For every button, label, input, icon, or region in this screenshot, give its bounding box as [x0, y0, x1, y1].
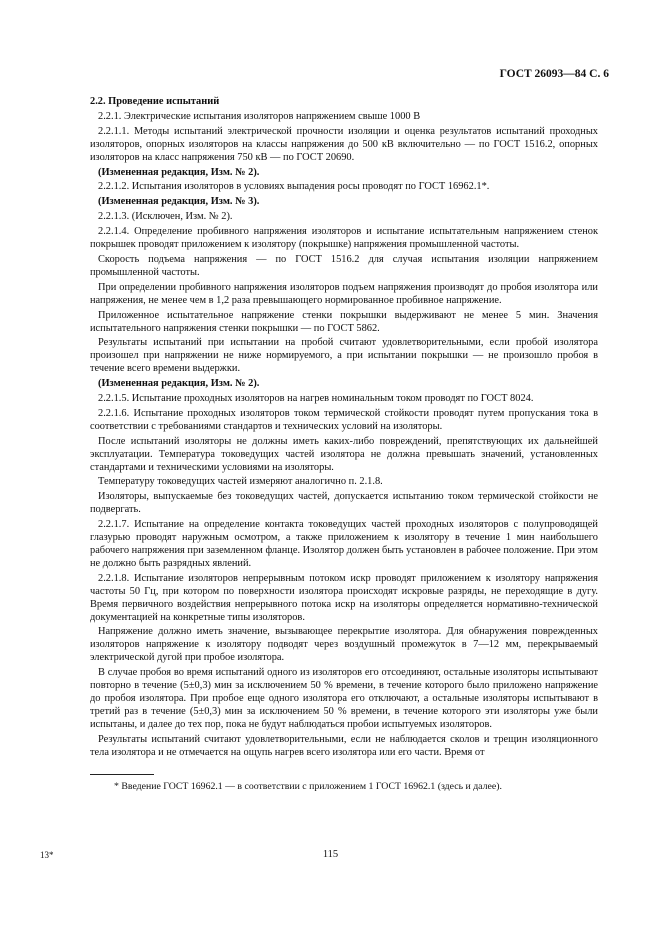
paragraph: 2.2.1. Электрические испытания изоляторов напряжением свыше 1000 В [98, 110, 421, 122]
paragraph: 2.2.1.8. Испытание изоляторов непрерывным потоком искр проводят приложением к изолятору напряжения частоты 50 Гц, при котором по поверхности изолятора происходят искровые разряды, не переходящие в дугу. Время первичного воздействия непрерывного потока искр на изоляторы определяется нормативно-технической документацией на конкретные типы изоляторов. [90, 572, 598, 623]
paragraph: 2.2.1.4. Определение пробивного напряжения изоляторов и испытание испытательным напряжением стенок покрышек проводят приложением к изолятору (покрышке) напряжения промышленной частоты. [90, 226, 598, 251]
paragraph: 2.2.1.6. Испытание проходных изоляторов током термической стойкости проводят путем пропускания тока в соответствии с требованиями стандартов и технических условий на изоляторы. [90, 407, 598, 432]
paragraph: 2.2.1.3. (Исключен, Изм. № 2). [98, 211, 233, 223]
paragraph: В случае пробоя во время испытаний одного из изоляторов его отсоединяют, остальные изоляторы испытывают повторно в течение (5±0,3) мин за исключением 50 % времени, в течение которого было приложено напряжение до пробоя изолятора. При пробое еще одного изолятора его отключают, а остальные изоляторы испытывают в третий раз в течение (5±0,3) мин за исключением 50 % времени, в течение которого эти изоляторы уже были испытаны, и далее до тех пор, пока не будут наблюдаться пробои испытуемых изоляторов. [90, 667, 598, 730]
paragraph: После испытаний изоляторы не должны иметь каких-либо повреждений, препятствующих их дальнейшей эксплуатации. Температура токоведущих частей изолятора не должна превышать значений, установленных стандартами и техническими условиями на изоляторы. [90, 435, 598, 473]
paragraph: Температуру токоведущих частей измеряют аналогично п. 2.1.8. [98, 476, 383, 488]
footnote-separator [90, 774, 154, 775]
paragraph: Напряжение должно иметь значение, вызывающее перекрытие изолятора. Для обнаружения поврежденных изоляторов напряжение к изолятору подводят через воздушный промежуток в 7—12 мм, перекрываемый электрической дугой при пробое изолятора. [90, 626, 598, 664]
paragraph: При определении пробивного напряжения изоляторов подъем напряжения производят до пробоя изолятора или напряжения, не менее чем в 1,2 раза превышающего нормированное пробивное напряжение. [90, 281, 598, 306]
paragraph: 2.2.1.1. Методы испытаний электрической прочности изоляции и оценка результатов испытаний проходных изоляторов, опорных изоляторов на классы напряжения до 500 кВ включительно — по ГОСТ 1516.2, опорных изоляторов на класс напряжения 750 кВ — по ГОСТ 20690. [90, 125, 598, 163]
document-body [90, 96, 598, 793]
footnote: * Введение ГОСТ 16962.1 — в соответствии с приложением 1 ГОСТ 16962.1 (здесь и далее). [114, 780, 502, 792]
amendment-note: (Измененная редакция, Изм. № 3). [98, 196, 260, 208]
paragraph: Скорость подъема напряжения — по ГОСТ 1516.2 для случая испытания изоляции напряжением промышленной частоты. [90, 253, 598, 278]
signature-mark: 13* [40, 850, 54, 860]
page-header: ГОСТ 26093—84 С. 6 [499, 68, 609, 80]
amendment-note: (Измененная редакция, Изм. № 2). [98, 166, 260, 178]
paragraph: Изоляторы, выпускаемые без токоведущих частей, допускается испытанию током термической стойкости не подвергать. [90, 491, 598, 516]
paragraph: 2.2.1.7. Испытание на определение контакта токоведущих частей проходных изоляторов с полупроводящей глазурью проводят наружным осмотром, а также приложением к изолятору в течение 1 мин наибольшего рабочего напряжения при заземленном фланце. Изолятор должен быть установлен в рабочее положение. При этом не должно быть разрядных явлений. [90, 519, 598, 569]
paragraph: 2.2.1.5. Испытание проходных изоляторов на нагрев номинальным током проводят по ГОСТ 8024. [98, 393, 534, 405]
paragraph: Приложенное испытательное напряжение стенки покрышки выдерживают не менее 5 мин. Значения испытательного напряжения стенки покрышки — по ГОСТ 5862. [90, 309, 598, 334]
section-heading: 2.2. Проведение испытаний [90, 96, 220, 107]
page-number: 115 [322, 849, 339, 860]
paragraph: Результаты испытаний считают удовлетворительными, если не наблюдается сколов и трещин изоляционного тела изолятора и не отмечается на ощупь нагрев всего изолятора или его части. Время от [90, 733, 598, 758]
paragraph: 2.2.1.2. Испытания изоляторов в условиях выпадения росы проводят по ГОСТ 16962.1*. [98, 181, 490, 193]
paragraph: Результаты испытаний при испытании на пробой считают удовлетворительными, если пробой изолятора произошел при напряжении не ниже нормируемого, а при испытании покрышки — не произошло пробоя в течение всего времени выдержки. [90, 337, 598, 375]
amendment-note: (Измененная редакция, Изм. № 2). [98, 378, 260, 390]
